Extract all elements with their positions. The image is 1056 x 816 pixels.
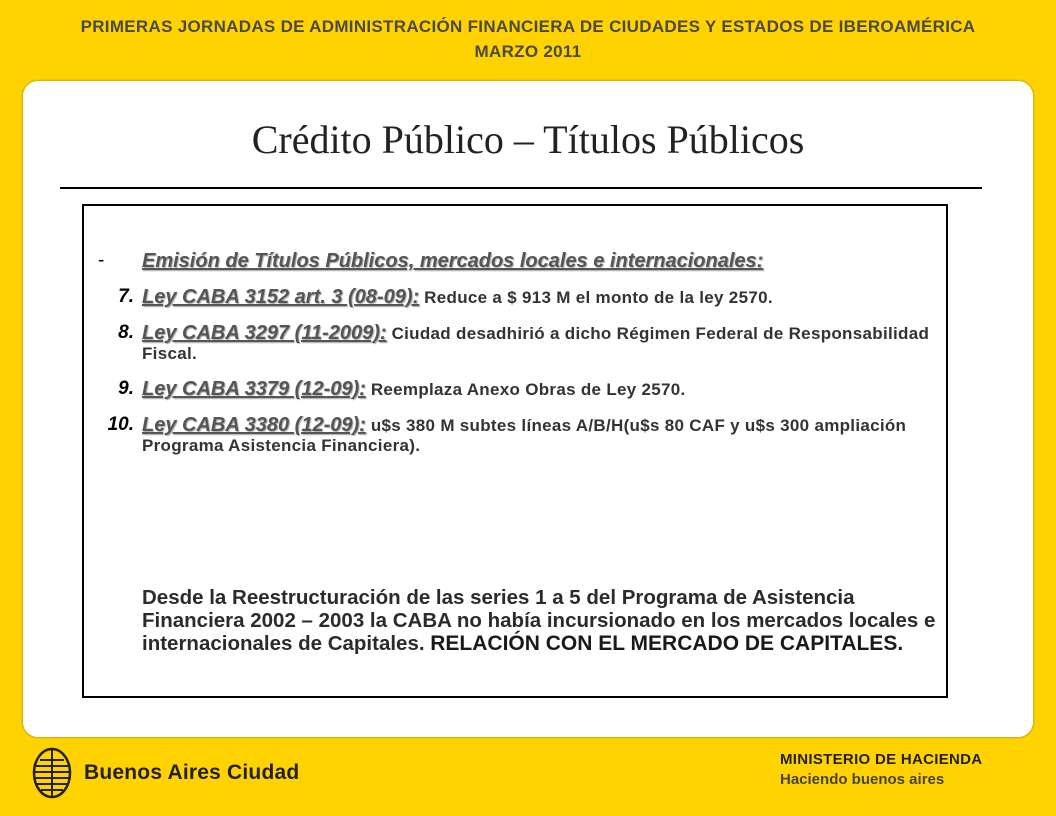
list-heading: Emisión de Títulos Públicos, mercados locales e internacionales: [142,250,764,272]
summary-emphasis: RELACIÓN CON EL MERCADO DE CAPITALES. [430,632,904,655]
list-text: Ciudad desadhirió a dicho Régimen Federal de Responsabilidad Fiscal. [142,324,930,363]
list-item [94,378,934,400]
ministry-block [780,750,1040,790]
event-header [0,14,1056,64]
ministry-name: MINISTERIO DE HACIENDA [780,751,983,768]
list-text: u$s 380 M subtes líneas A/B/H(u$s 80 CAF y u$s 300 ampliación Programa Asistencia Financiera). [142,416,907,455]
list-heading: Ley CABA 3152 art. 3 (08-09): [142,286,420,308]
list-marker: 8. [118,322,134,343]
summary-text: Desde la Reestructuración de las series 1 a 5 del Programa de Asistencia Financiera 2002 – 2003 la CABA no había incursionado en los mercados locales e internacionales de Capitales. [142,586,936,655]
list-marker: 9. [118,378,134,399]
brand-name: Buenos Aires Ciudad [84,761,300,784]
summary-paragraph [142,586,942,655]
slide-title: Crédito Público – Títulos Públicos [251,117,805,162]
title-divider [60,187,982,189]
list-marker: 10. [107,414,134,435]
list-item [94,250,934,272]
ministry-tagline: Haciendo buenos aires [780,771,945,788]
list-item [94,414,934,456]
list-item [94,322,934,364]
law-list [94,250,934,470]
event-date: MARZO 2011 [474,42,582,61]
list-text: Reduce a $ 913 M el monto de la ley 2570. [419,288,773,307]
list-heading: Ley CABA 3297 (11-2009): [142,322,387,344]
brand-logo [30,746,299,800]
event-title: PRIMERAS JORNADAS DE ADMINISTRACIÓN FINANCIERA DE CIUDADES Y ESTADOS DE IBEROAMÉRICA [80,17,976,36]
list-heading: Ley CABA 3379 (12-09): [142,378,366,400]
list-marker: 7. [118,286,134,307]
city-shield-icon [30,746,74,800]
list-heading: Ley CABA 3380 (12-09): [142,414,366,436]
list-marker: - [98,250,105,271]
list-item [94,286,934,308]
content-box [82,204,948,698]
list-text: Reemplaza Anexo Obras de Ley 2570. [365,380,686,399]
